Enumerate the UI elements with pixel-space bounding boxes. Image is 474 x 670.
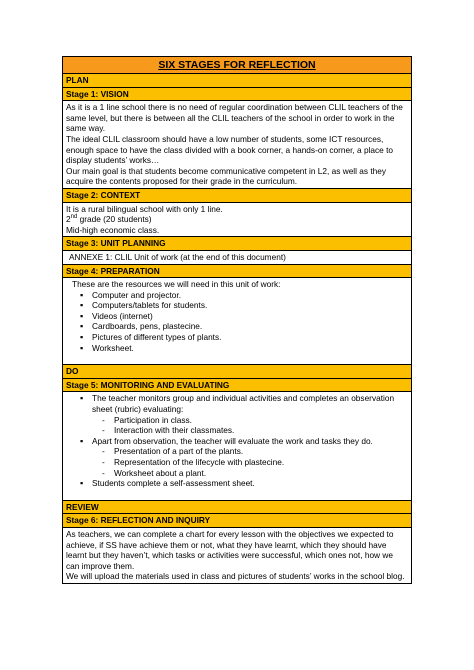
resources-list xyxy=(66,290,408,354)
context-line: Mid-high economic class. xyxy=(66,224,160,235)
sub-list-item: - Interaction with their classmates. xyxy=(66,425,408,436)
vision-paragraph: The ideal CLIL classroom should have a low number of students, some ICT resources, enough space to have the class divided with a book corner, a hands-on corner, a place to display students’ works… xyxy=(66,133,394,166)
list-item: ▪ Students complete a self-assessment sheet. xyxy=(66,478,408,489)
monitoring-list xyxy=(66,393,408,488)
list-item: ▪ Computer and projector. xyxy=(66,290,408,301)
do-header: DO xyxy=(63,365,411,379)
stage-4-content xyxy=(63,278,411,365)
vision-paragraph: As it is a 1 line school there is no need of regular coordination between CLIL teachers of the same level, but there is between all the CLIL teachers of the school in order to work in the same way. xyxy=(66,102,403,134)
context-line: It is a rural bilingual school with only 1 line. xyxy=(66,203,223,214)
vision-paragraph: Our main goal is that students become communicative competent in L2, as well as they acquire the contents proposed for their grade in the curriculum. xyxy=(66,165,387,187)
reflection-table xyxy=(62,56,412,584)
stage-1-label: Stage 1: VISION xyxy=(63,88,411,102)
grade-text: grade (20 students) xyxy=(77,214,152,225)
list-item: ▪ Pictures of different types of plants. xyxy=(66,332,408,343)
sub-list-item: - Representation of the lifecycle with plastecine. xyxy=(66,457,408,468)
stage-3-label: Stage 3: UNIT PLANNING xyxy=(63,237,411,251)
stage-2-content xyxy=(63,203,411,238)
stage-5-content xyxy=(63,392,411,500)
reflection-paragraph: As teachers, we can complete a chart for every lesson with the objectives we expected to achieve, if SS have achieve them or not, what they have learnt, which they should have learnt but they haven’t, which tasks or activities were successful, which ones not, how we can improve them. xyxy=(66,528,394,571)
list-item: ▪ Apart from observation, the teacher will evaluate the work and tasks they do. xyxy=(66,436,408,447)
list-item: ▪ Computers/tablets for students. xyxy=(66,300,408,311)
context-grade xyxy=(66,214,408,225)
preparation-intro: These are the resources we will need in this unit of work: xyxy=(72,279,281,290)
sub-list-item: - Participation in class. xyxy=(66,415,408,426)
document-title: SIX STAGES FOR REFLECTION xyxy=(63,57,411,74)
list-item: ▪ Videos (internet) xyxy=(66,311,408,322)
stage-2-label: Stage 2: CONTEXT xyxy=(63,189,411,203)
stage-3-content: ANNEXE 1: CLIL Unit of work (at the end of this document) xyxy=(63,251,411,265)
stage-6-content xyxy=(63,528,411,584)
stage-5-label: Stage 5: MONITORING AND EVALUATING xyxy=(63,379,411,393)
plan-header: PLAN xyxy=(63,74,411,88)
sub-list-item: - Worksheet about a plant. xyxy=(66,468,408,479)
grade-number: 2 xyxy=(66,214,71,225)
stage-1-content xyxy=(63,101,411,189)
list-item: ▪ Cardboards, pens, plastecine. xyxy=(66,321,408,332)
grade-suffix: nd xyxy=(70,214,78,221)
list-item: ▪ Worksheet. xyxy=(66,343,408,354)
list-item: ▪ The teacher monitors group and individual activities and completes an observation sheet (rubric) evaluating: xyxy=(66,393,408,414)
reflection-paragraph: We will upload the materials used in class and pictures of students’ works in the school blog. xyxy=(66,571,405,582)
review-header: REVIEW xyxy=(63,501,411,515)
stage-4-label: Stage 4: PREPARATION xyxy=(63,265,411,279)
sub-list-item: - Presentation of a part of the plants. xyxy=(66,446,408,457)
stage-6-label: Stage 6: REFLECTION AND INQUIRY xyxy=(63,514,411,528)
